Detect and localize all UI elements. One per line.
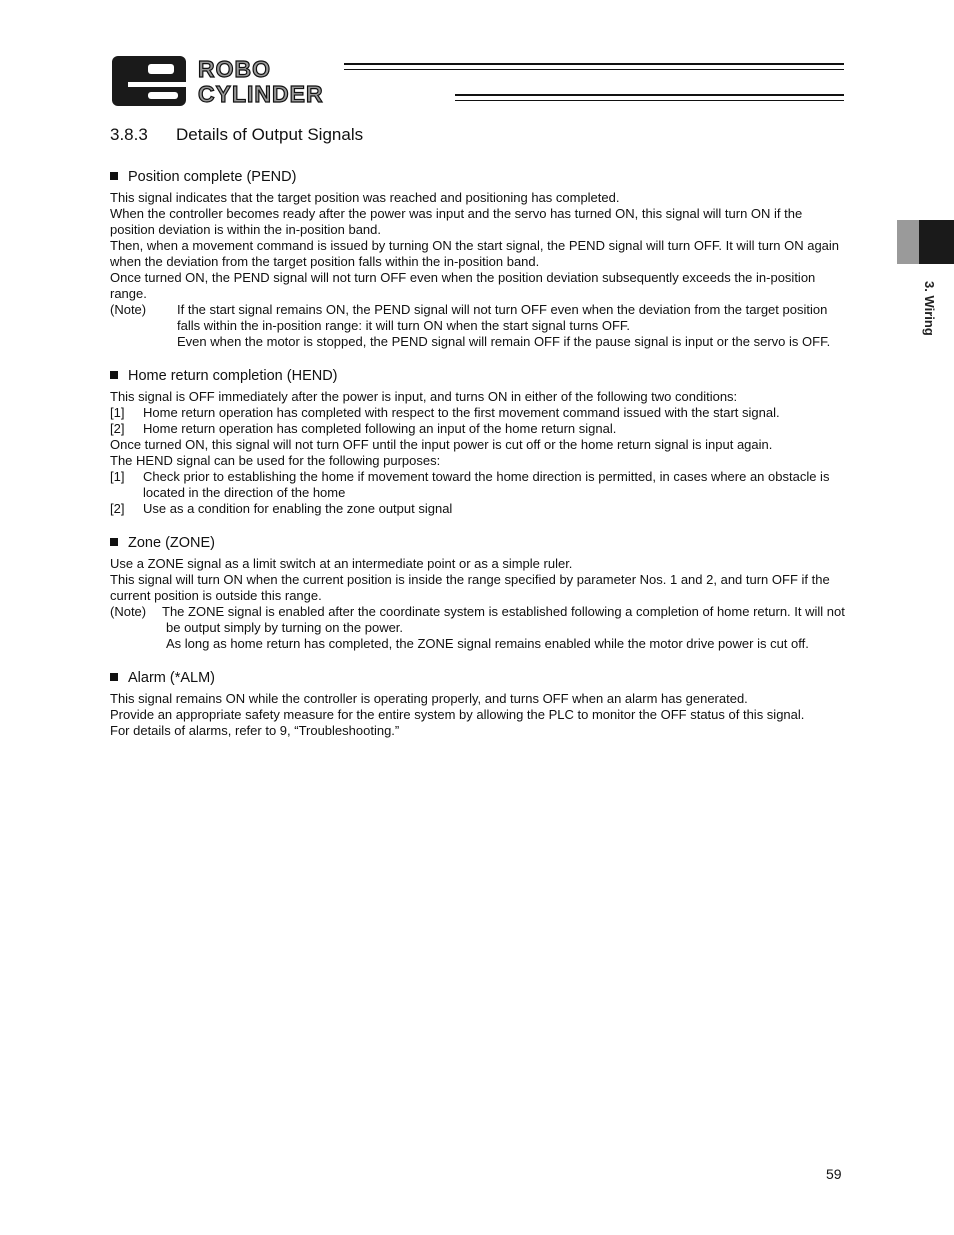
paragraph: Once turned ON, this signal will not turn OFF until the input power is cut off or the home return signal is input again. <box>110 437 773 452</box>
section-zone <box>110 534 846 652</box>
paragraph: This signal is OFF immediately after the power is input, and turns ON in either of the following two conditions: <box>110 389 738 404</box>
note-text: If the start signal remains ON, the PEND signal will not turn OFF even when the deviation from the target position falls within the in-position range: it will turn ON when the start signal turns OFF. <box>177 302 828 333</box>
paragraph: The HEND signal can be used for the following purposes: <box>110 453 441 468</box>
paragraph: Use a ZONE signal as a limit switch at an intermediate point or as a simple ruler. <box>110 556 573 571</box>
note-label: (Note) <box>110 302 147 317</box>
square-bullet-icon <box>110 172 118 180</box>
subsection-title: Alarm (*ALM) <box>110 669 846 687</box>
paragraph: For details of alarms, refer to 9, “Troubleshooting.” <box>110 723 400 738</box>
section-alarm <box>110 669 846 739</box>
paragraph: When the controller becomes ready after the power was input and the servo has turned ON, this signal will turn ON if the position deviation is within the in-position band. <box>110 206 803 237</box>
note-text: As long as home return has completed, the ZONE signal remains enabled while the motor drive power is cut off. <box>166 636 809 651</box>
chapter-tab <box>897 220 954 264</box>
square-bullet-icon <box>110 371 118 379</box>
logo-line1: ROBO <box>198 56 271 82</box>
paragraph: This signal indicates that the target position was reached and positioning has completed. <box>110 190 620 205</box>
subsection-title: Home return completion (HEND) <box>110 367 846 385</box>
section-hend <box>110 367 846 517</box>
header-rule-bottom-2 <box>455 100 844 101</box>
header-rule-bottom-1 <box>455 94 844 96</box>
note-text: Even when the motor is stopped, the PEND signal will remain OFF if the pause signal is input or the servo is OFF. <box>177 334 831 349</box>
page-number: 59 <box>826 1166 842 1182</box>
note <box>110 302 846 350</box>
paragraph: This signal remains ON while the controller is operating properly, and turns OFF when an alarm has generated. <box>110 691 748 706</box>
section-pend <box>110 168 846 350</box>
paragraph: Once turned ON, the PEND signal will not turn OFF even when the position deviation subsequently exceeds the in-position range. <box>110 270 816 301</box>
square-bullet-icon <box>110 538 118 546</box>
section-number: 3.8.3 <box>110 125 148 144</box>
chapter-tab-label: 3. Wiring <box>922 281 937 336</box>
note-label: (Note) <box>110 604 147 619</box>
section-heading <box>110 124 846 146</box>
logo-line2: CYLINDER <box>198 81 324 106</box>
list-item: [1] Home return operation has completed with respect to the first movement command issued with the start signal. <box>110 405 780 420</box>
list-item: [2] Use as a condition for enabling the zone output signal <box>110 501 453 516</box>
subsection-title: Position complete (PEND) <box>110 168 846 186</box>
section-title: Details of Output Signals <box>176 125 364 144</box>
note-text: The ZONE signal is enabled after the coordinate system is established following a completion of home return. It will not be output simply by turning on the power. <box>162 604 845 635</box>
document-body <box>110 124 846 756</box>
header-rule-top-2 <box>344 69 844 70</box>
list-item: [2] Home return operation has completed following an input of the home return signal. <box>110 421 617 436</box>
list-item: [1] Check prior to establishing the home if movement toward the home direction is permitted, in cases where an obstacle is located in the direction of the home <box>110 469 830 500</box>
paragraph: This signal will turn ON when the current position is inside the range specified by parameter Nos. 1 and 2, and turn OFF if the current position is outside this range. <box>110 572 830 603</box>
paragraph: Provide an appropriate safety measure for the entire system by allowing the PLC to monitor the OFF status of this signal. <box>110 707 805 722</box>
paragraph: Then, when a movement command is issued by turning ON the start signal, the PEND signal will turn OFF. It will turn ON again when the deviation from the target position falls within the in-position band. <box>110 238 840 269</box>
header-rule-top-1 <box>344 63 844 65</box>
subsection-title: Zone (ZONE) <box>110 534 846 552</box>
note <box>110 604 846 652</box>
square-bullet-icon <box>110 673 118 681</box>
